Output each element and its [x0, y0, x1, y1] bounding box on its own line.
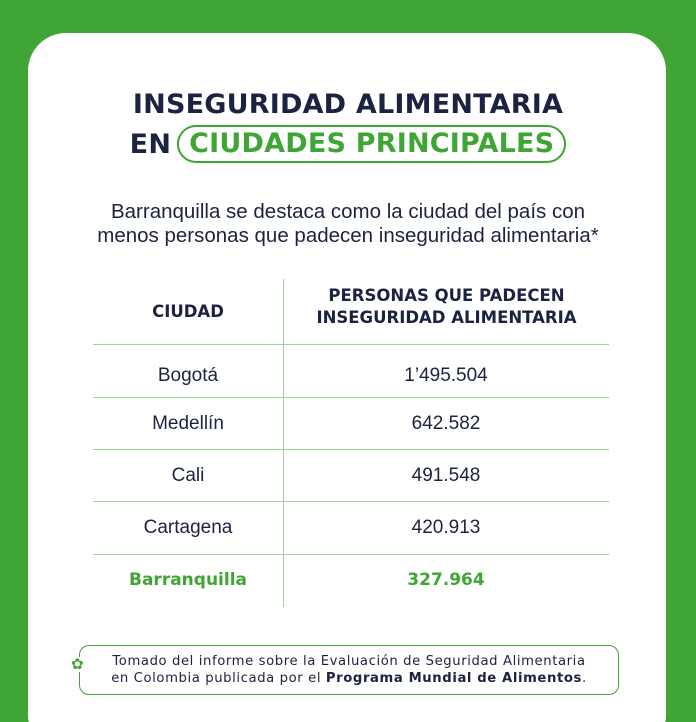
flower-icon: ✿: [71, 655, 84, 673]
table-row: [93, 502, 609, 554]
cell-city: Cali: [171, 465, 205, 486]
footnote-line-1: Tomado del informe sobre la Evaluación de Seguridad Alimentaria: [112, 654, 586, 669]
row-divider: [93, 344, 609, 345]
title-line-1: INSEGURIDAD ALIMENTARIA: [132, 89, 564, 120]
table-row: [93, 450, 609, 502]
footnote-line-2-suffix: .: [581, 671, 587, 686]
cell-city: Bogotá: [157, 365, 219, 386]
table-row: [93, 350, 609, 402]
footnote-source-name: Programa Mundial de Alimentos: [325, 671, 582, 686]
header-people-line-2: INSEGURIDAD ALIMENTARIA: [316, 308, 577, 327]
table-row-highlighted: [93, 554, 609, 606]
title-highlight-pill: CIUDADES PRINCIPALES: [177, 125, 566, 163]
title-line-2-prefix: EN: [129, 128, 172, 160]
cell-value: 1’495.504: [404, 365, 488, 386]
header-people: [284, 285, 609, 329]
cell-city: Cartagena: [143, 517, 233, 538]
source-footnote: [71, 645, 619, 695]
header-people-line-1: PERSONAS QUE PADECEN: [328, 286, 565, 305]
subtitle-line-1: Barranquilla se destaca como la ciudad del país con: [110, 200, 586, 223]
title-line-2: [0, 125, 696, 163]
cell-value: 491.548: [411, 465, 481, 486]
cell-city: Medellín: [152, 413, 224, 434]
subtitle-line-2: menos personas que padecen inseguridad alimentaria*: [97, 224, 599, 247]
cell-city: Barranquilla: [129, 570, 247, 590]
cell-value: 420.913: [411, 517, 481, 538]
subtitle: [0, 200, 696, 248]
table-row: [93, 398, 609, 450]
footnote-line-2-prefix: en Colombia publicada por el: [111, 671, 326, 686]
header-city: CIUDAD: [152, 302, 224, 321]
cell-value: 327.964: [407, 570, 485, 590]
footnote-line-2: [80, 670, 618, 687]
cell-value: 642.582: [411, 413, 481, 434]
